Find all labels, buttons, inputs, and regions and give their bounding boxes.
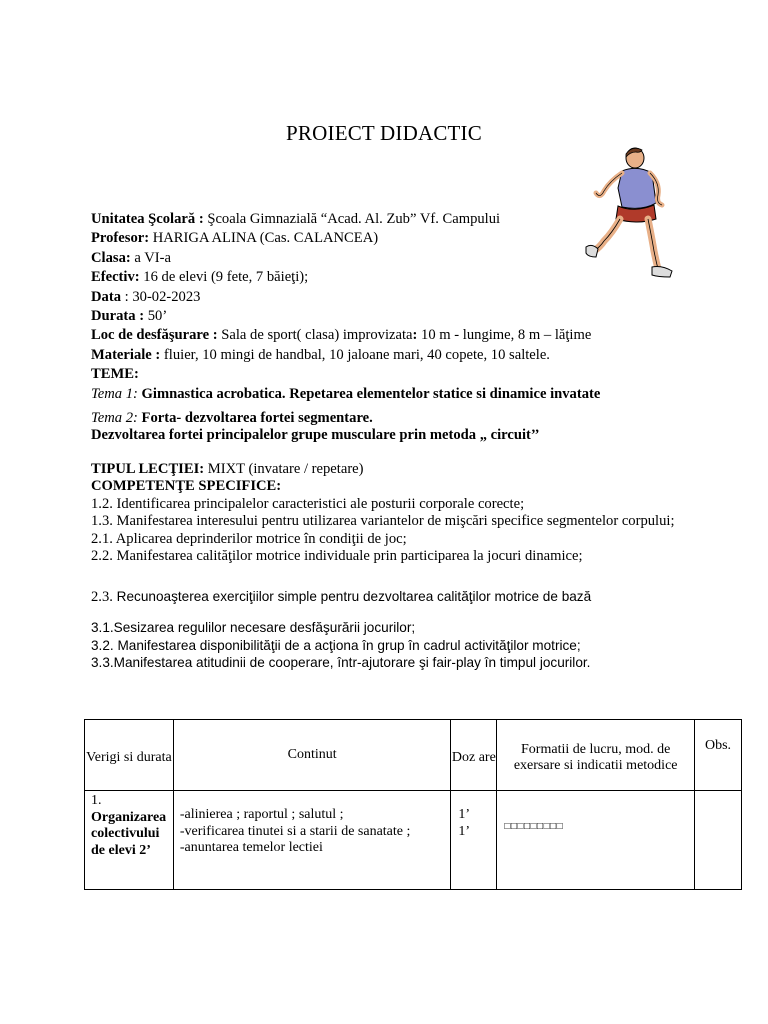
cell-dozare: 1’ 1’: [451, 791, 497, 890]
competente-group-3: [91, 619, 676, 672]
competenta-item: 3.1.Sesizarea regulilor necesare desfăşurării jocurilor;: [91, 620, 416, 635]
info-unitatea: Unitatea Şcolară : Şcoala Gimnazială “Acad. Al. Zub” Vf. Campului: [91, 211, 501, 227]
page-title: PROIECT DIDACTIC: [286, 121, 482, 145]
info-efectiv: Efectiv: 16 de elevi (9 fete, 7 băieţi);: [91, 269, 309, 286]
info-durata: Durata : 50’: [91, 308, 168, 325]
header-verigi: Verigi si durata: [85, 720, 174, 791]
info-profesor: Profesor: HARIGA ALINA (Cas. CALANCEA): [91, 230, 379, 247]
cell-veriga: 1. Organizarea colectivului de elevi 2’: [85, 791, 174, 890]
competenta-item-23: 2.3. Recunoaşterea exerciţiilor simple pentru dezvoltarea calităţilor motrice de bază: [91, 589, 592, 605]
info-loc: Loc de desfăşurare : Sala de sport( clasa) improvizata: 10 m - lungime, 8 m – lăţime: [91, 327, 592, 344]
competente-heading: COMPETENŢE SPECIFICE:: [91, 478, 282, 495]
lesson-table: [84, 719, 742, 890]
header-obs: Obs.: [695, 720, 742, 791]
cell-obs: [695, 791, 742, 890]
info-teme: TEME:: [91, 366, 139, 383]
table-header-row: [85, 720, 742, 791]
competenta-item: 3.3.Manifestarea atitudinii de cooperare, într-ajutorare şi fair-play în timpul jocurilor.: [91, 655, 591, 671]
competente-section: TIPUL LECŢIEI: MIXT (invatare / repetare) COMPETENŢE SPECIFICE: 1.2. Identificarea principalelor caracteristici ale posturii corporale corecte; 1.3. Manifestarea interesului pentru utilizarea variantelor de mişcări specifice segmentelor corpului; 2.1. Aplicarea deprinderilor motrice în condiţii de joc; 2.2. Manifestarea calităţilor motrice individuale prin participarea la jocuri dinamice;: [91, 461, 675, 565]
info-clasa: Clasa: a VI-a: [91, 249, 171, 266]
cell-formatii: □□□□□□□□□: [497, 791, 695, 890]
header-formatii: Formatii de lucru, mod. de exersare si indicatii metodice: [497, 720, 695, 791]
competenta-item: 3.2. Manifestarea disponibilităţii de a acţiona în grup în cadrul activităţilor motrice;: [91, 637, 581, 653]
competenta-item: 2.2. Manifestarea calităţilor motrice individuale prin participarea la jocuri dinamice;: [91, 548, 583, 565]
competenta-item: 1.3. Manifestarea interesului pentru utilizarea variantelor de mişcări specifice segmentelor corpului;: [91, 513, 675, 530]
competenta-item: 1.2. Identificarea principalelor caracteristici ale posturii corporale corecte;: [91, 495, 525, 512]
tema-2: Tema 2: Forta- dezvoltarea fortei segmentare. Dezvoltarea fortei principalelor grupe musculare prin metoda „ circuit’’: [91, 410, 540, 444]
tema-1: Tema 1: Gimnastica acrobatica. Repetarea elementelor statice si dinamice invatate: [91, 385, 601, 402]
table-row: [85, 791, 742, 890]
info-data: Data : 30-02-2023: [91, 288, 201, 305]
cell-continut: -alinierea ; raportul ; salutul ; -verificarea tinutei si a starii de sanatate ; -anuntarea temelor lectiei: [173, 791, 451, 890]
header-continut: Continut: [173, 720, 451, 791]
lesson-info: [91, 210, 681, 404]
competenta-item: 2.1. Aplicarea deprinderilor motrice în condiţii de joc;: [91, 530, 407, 547]
header-dozare: Doz are: [451, 720, 497, 791]
info-materiale: Materiale : fluier, 10 mingi de handbal, 10 jaloane mari, 40 copete, 10 saltele.: [91, 346, 550, 363]
